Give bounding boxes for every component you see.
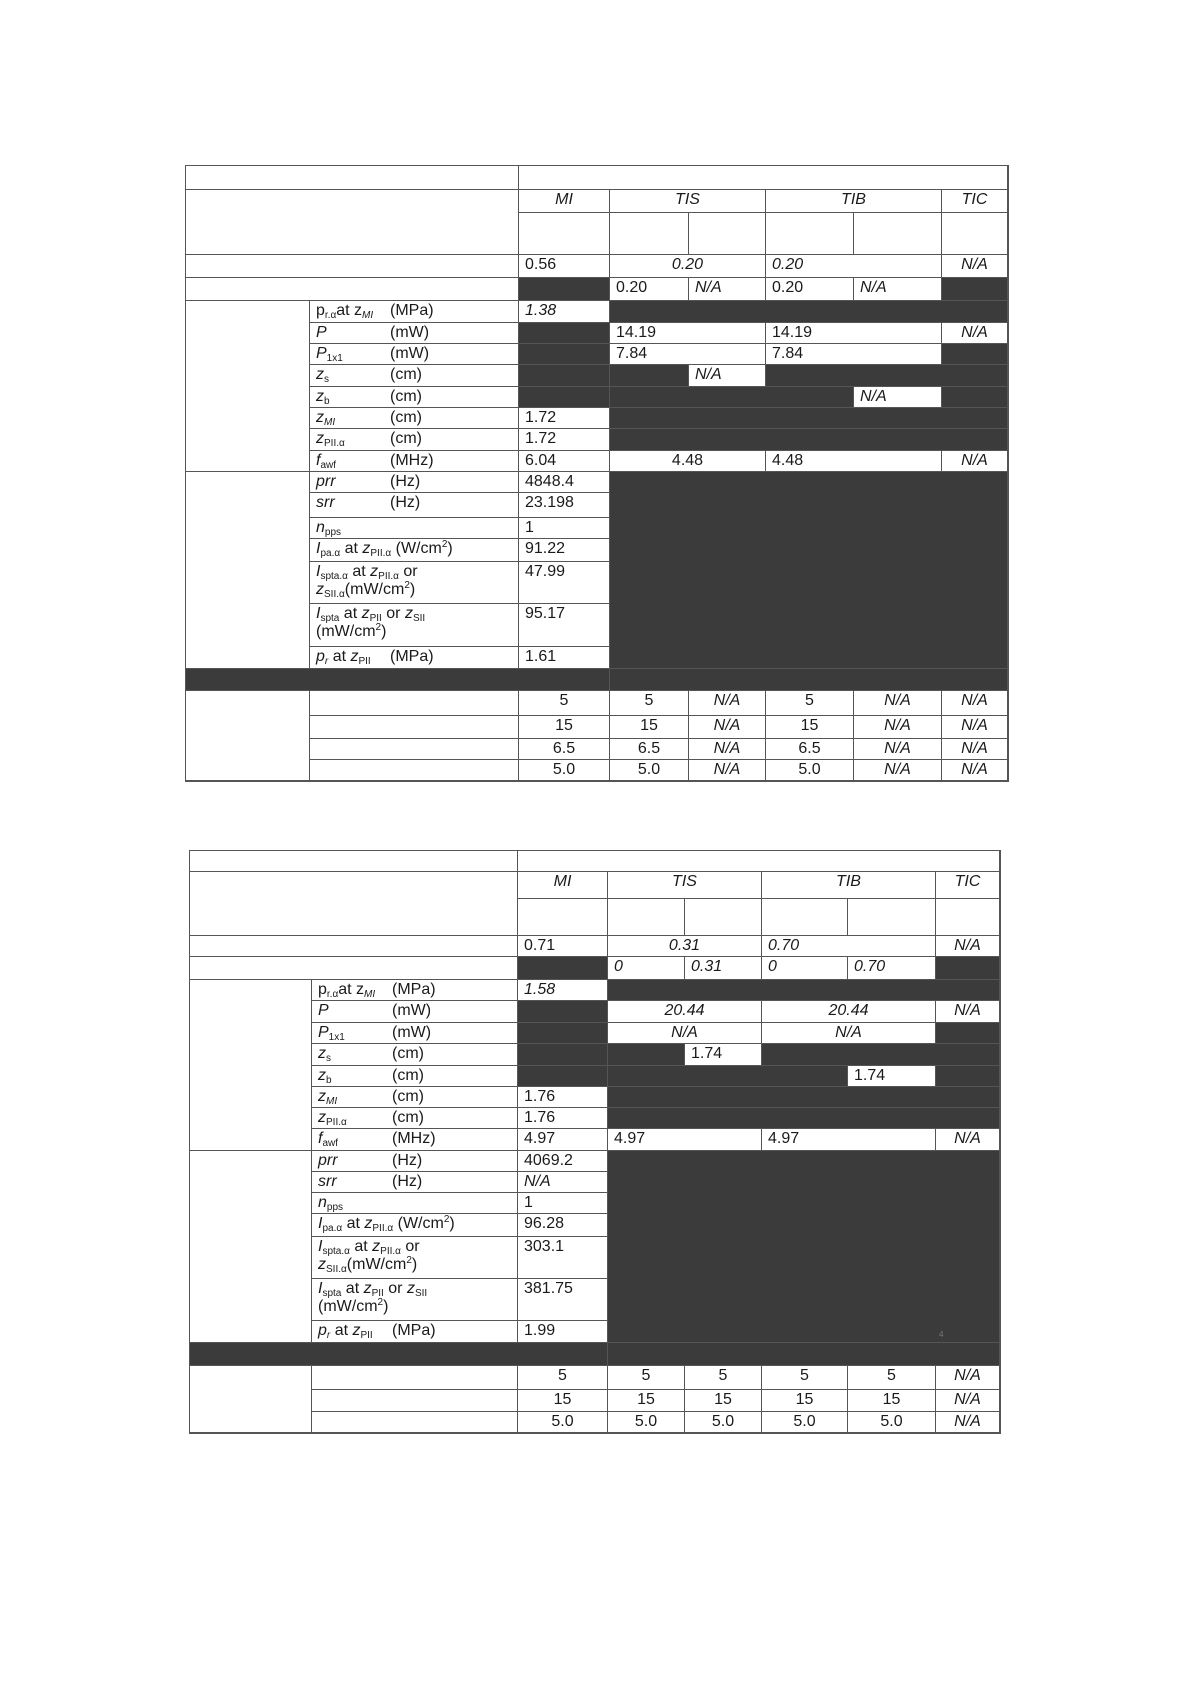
fawf-mi-value: 6.04 [519, 451, 610, 472]
component-tib-1: 0 [762, 957, 848, 980]
component-mi [518, 957, 608, 980]
fawf-tis-value: 4.97 [608, 1129, 762, 1151]
p1x1-tib-value: 7.84 [766, 344, 942, 365]
other-info-label: $I_{spta.\alpha}$ at $z_{PII.\alpha}$ or $z_{SII.\alpha}(mW/cm^2)$ [312, 1237, 518, 1279]
subheader-tib-1 [762, 899, 848, 936]
na-shaded [519, 344, 610, 365]
header-index-label [518, 851, 1000, 872]
subheader-mi [519, 213, 610, 255]
control-value: 5.0 [519, 760, 610, 781]
control-value: 15 [608, 1390, 685, 1412]
other-info-value: 4069.2 [518, 1151, 608, 1172]
other-info-label: $I_{spta}$ at $z_{PII}$ or $z_{SII}$ $(mW/cm^2)$ [310, 604, 519, 647]
acoustic-params-group-label [190, 980, 312, 1151]
acoustic-output-table-2 [189, 850, 1001, 1434]
control-value: N/A [854, 691, 942, 716]
other-info-label: prr (Hz) [310, 472, 519, 493]
fawf-tib-value: 4.48 [766, 451, 942, 472]
index-tic-value: N/A [942, 255, 1008, 278]
pr-alpha-mi-value: 1.38 [519, 301, 610, 323]
control-label [312, 1390, 518, 1412]
other-info-value: 1 [518, 1193, 608, 1214]
control-value: 5 [610, 691, 689, 716]
control-value: 5.0 [685, 1412, 762, 1433]
control-value: 15 [848, 1390, 936, 1412]
na-shaded [610, 408, 1008, 429]
param-label: $z_{PII.\alpha}$ (cm) [310, 429, 519, 451]
param-label: P (mW) [310, 323, 519, 344]
control-value: 5 [848, 1366, 936, 1390]
control-value: 5.0 [848, 1412, 936, 1433]
other-info-label: $I_{pa.\alpha}$ at $z_{PII.\alpha}$ $(W/cm^2)$ [312, 1214, 518, 1237]
component-tib-2: N/A [854, 278, 942, 301]
zpii-alpha-value: 1.72 [519, 429, 610, 451]
control-value: 5 [518, 1366, 608, 1390]
control-value: N/A [936, 1390, 1000, 1412]
other-info-value: 23.198 [519, 493, 610, 518]
other-info-value: 1.99 [518, 1321, 608, 1343]
subheader-tis-1 [608, 899, 685, 936]
param-label: $z_{PII.\alpha}$ (cm) [312, 1108, 518, 1129]
header-tic: TIC [942, 190, 1008, 213]
na-shaded [519, 365, 610, 387]
control-value: 5 [762, 1366, 848, 1390]
operating-controls-group-label [190, 1366, 312, 1433]
index-tis-value: 0.31 [608, 936, 762, 957]
other-info-group-label [186, 472, 310, 669]
param-label: $f_{awf}$ (MHz) [310, 451, 519, 472]
index-tib-value: 0.20 [766, 255, 942, 278]
subheader-tis-2 [685, 899, 762, 936]
other-info-label: srr (Hz) [312, 1172, 518, 1193]
header-label-blank [186, 190, 519, 255]
na-shaded [936, 1066, 1000, 1087]
control-value: N/A [942, 691, 1008, 716]
component-mi [519, 278, 610, 301]
control-value: 5 [519, 691, 610, 716]
zmi-value: 1.76 [518, 1087, 608, 1108]
control-value: N/A [854, 760, 942, 781]
zmi-value: 1.72 [519, 408, 610, 429]
na-shaded [610, 387, 854, 408]
control-value: 15 [518, 1390, 608, 1412]
control-value: N/A [854, 716, 942, 739]
component-tis-2: N/A [689, 278, 766, 301]
control-value: 5.0 [518, 1412, 608, 1433]
param-label: $p_{r.\alpha}at$ $z_{MI}$ (MPa) [312, 980, 518, 1001]
control-label [310, 716, 519, 739]
param-label: P (mW) [312, 1001, 518, 1023]
control-value: N/A [936, 1366, 1000, 1390]
na-shaded [766, 365, 1008, 387]
power-tib-value: 20.44 [762, 1001, 936, 1023]
header-tis: TIS [608, 872, 762, 899]
control-label [310, 691, 519, 716]
na-shaded [519, 323, 610, 344]
control-label [310, 739, 519, 760]
header-tic: TIC [936, 872, 1000, 899]
header-label-blank [190, 872, 518, 936]
fawf-tib-value: 4.97 [762, 1129, 936, 1151]
fawf-tis-value: 4.48 [610, 451, 766, 472]
control-value: N/A [854, 739, 942, 760]
param-label: $z_{MI}$ (cm) [312, 1087, 518, 1108]
operating-controls-group-label [186, 691, 310, 781]
na-shaded [762, 1044, 1000, 1066]
other-info-value: 96.28 [518, 1214, 608, 1237]
zpii-alpha-value: 1.76 [518, 1108, 608, 1129]
other-info-value: 1 [519, 518, 610, 539]
page-mark: 4 [939, 1330, 944, 1339]
fawf-mi-value: 4.97 [518, 1129, 608, 1151]
na-shaded [608, 1066, 848, 1087]
subheader-tis-1 [610, 213, 689, 255]
index-mi-value: 0.71 [518, 936, 608, 957]
zb-tib-value: 1.74 [848, 1066, 936, 1087]
na-shaded [518, 1044, 608, 1066]
na-shaded [610, 365, 689, 387]
control-value: 15 [766, 716, 854, 739]
operating-controls-header [190, 1343, 608, 1366]
control-value: 6.5 [610, 739, 689, 760]
control-value: 5.0 [762, 1412, 848, 1433]
component-tis-1: 0.20 [610, 278, 689, 301]
na-shaded [608, 1151, 1000, 1343]
other-info-label: $p_r$ at $z_{PII}$ (MPa) [312, 1321, 518, 1343]
na-shaded [610, 429, 1008, 451]
zs-tis-value: 1.74 [685, 1044, 762, 1066]
control-label [312, 1412, 518, 1433]
control-value: 5 [608, 1366, 685, 1390]
control-value: N/A [689, 739, 766, 760]
control-value: 15 [519, 716, 610, 739]
header-blank [186, 166, 519, 190]
na-shaded [518, 1023, 608, 1044]
p1x1-tis-value: N/A [608, 1023, 762, 1044]
na-shaded [608, 980, 1000, 1001]
na-shaded [610, 472, 1008, 669]
param-label: $z_b$ (cm) [312, 1066, 518, 1087]
component-tib-2: 0.70 [848, 957, 936, 980]
p1x1-tis-value: 7.84 [610, 344, 766, 365]
other-info-value: 381.75 [518, 1279, 608, 1321]
control-value: N/A [942, 716, 1008, 739]
na-shaded [936, 1023, 1000, 1044]
other-info-label: srr (Hz) [310, 493, 519, 518]
other-info-label: $I_{spta}$ at $z_{PII}$ or $z_{SII}$ $(mW/cm^2)$ [312, 1279, 518, 1321]
header-tis: TIS [610, 190, 766, 213]
control-value: 5.0 [766, 760, 854, 781]
param-label: $P_{1x1}$ (mW) [312, 1023, 518, 1044]
operating-controls-header-shade [610, 669, 1008, 691]
component-tis-1: 0 [608, 957, 685, 980]
operating-controls-header-shade [608, 1343, 1000, 1366]
control-label [312, 1366, 518, 1390]
other-info-group-label [190, 1151, 312, 1343]
control-value: N/A [936, 1412, 1000, 1433]
index-mi-value: 0.56 [519, 255, 610, 278]
index-tis-value: 0.20 [610, 255, 766, 278]
control-value: N/A [942, 739, 1008, 760]
na-shaded [608, 1108, 1000, 1129]
zs-tis-value: N/A [689, 365, 766, 387]
control-value: 15 [685, 1390, 762, 1412]
index-row-label [186, 255, 519, 278]
control-value: N/A [689, 691, 766, 716]
other-info-label: $I_{spta.\alpha}$ at $z_{PII.\alpha}$ or $z_{SII.\alpha}(mW/cm^2)$ [310, 562, 519, 604]
index-tic-value: N/A [936, 936, 1000, 957]
subheader-tib-2 [854, 213, 942, 255]
power-tis-value: 14.19 [610, 323, 766, 344]
pr-alpha-mi-value: 1.58 [518, 980, 608, 1001]
p1x1-tib-value: N/A [762, 1023, 936, 1044]
component-tic [936, 957, 1000, 980]
power-tib-value: 14.19 [766, 323, 942, 344]
fawf-tic-value: N/A [936, 1129, 1000, 1151]
other-info-value: 1.61 [519, 647, 610, 669]
control-value: 15 [762, 1390, 848, 1412]
other-info-value: 303.1 [518, 1237, 608, 1279]
power-tis-value: 20.44 [608, 1001, 762, 1023]
control-value: 5 [766, 691, 854, 716]
header-blank [190, 851, 518, 872]
acoustic-output-table-1 [185, 165, 1009, 782]
component-tis-2: 0.31 [685, 957, 762, 980]
na-shaded [519, 387, 610, 408]
control-value: 6.5 [519, 739, 610, 760]
other-info-label: $n_{pps}$ [310, 518, 519, 539]
na-shaded [518, 1066, 608, 1087]
param-label: $z_s$ (cm) [312, 1044, 518, 1066]
other-info-value: 47.99 [519, 562, 610, 604]
control-value: 5.0 [610, 760, 689, 781]
subheader-tic [936, 899, 1000, 936]
fawf-tic-value: N/A [942, 451, 1008, 472]
subheader-tib-2 [848, 899, 936, 936]
other-info-label: prr (Hz) [312, 1151, 518, 1172]
param-label: $z_b$ (cm) [310, 387, 519, 408]
header-mi: MI [519, 190, 610, 213]
subheader-mi [518, 899, 608, 936]
other-info-value: 91.22 [519, 539, 610, 562]
param-label: $f_{awf}$ (MHz) [312, 1129, 518, 1151]
header-mi: MI [518, 872, 608, 899]
power-tic-value: N/A [936, 1001, 1000, 1023]
other-info-label: $p_r$ at $z_{PII}$ (MPa) [310, 647, 519, 669]
param-label: $p_{r.\alpha}at$ $z_{MI}$ (MPa) [310, 301, 519, 323]
na-shaded [942, 387, 1008, 408]
component-tib-1: 0.20 [766, 278, 854, 301]
param-label: $z_{MI}$ (cm) [310, 408, 519, 429]
na-shaded [942, 344, 1008, 365]
subheader-tis-2 [689, 213, 766, 255]
na-shaded [518, 1001, 608, 1023]
component-tic [942, 278, 1008, 301]
other-info-value: 4848.4 [519, 472, 610, 493]
operating-controls-header [186, 669, 610, 691]
power-tic-value: N/A [942, 323, 1008, 344]
index-tib-value: 0.70 [762, 936, 936, 957]
control-value: N/A [689, 760, 766, 781]
zb-tib-value: N/A [854, 387, 942, 408]
subheader-tib-1 [766, 213, 854, 255]
subheader-tic [942, 213, 1008, 255]
na-shaded [608, 1044, 685, 1066]
control-value: N/A [689, 716, 766, 739]
component-row-label [186, 278, 519, 301]
control-value: 5 [685, 1366, 762, 1390]
other-info-value: 95.17 [519, 604, 610, 647]
control-value: 6.5 [766, 739, 854, 760]
acoustic-params-group-label [186, 301, 310, 472]
param-label: $z_s$ (cm) [310, 365, 519, 387]
index-row-label [190, 936, 518, 957]
component-row-label [190, 957, 518, 980]
control-value: 5.0 [608, 1412, 685, 1433]
header-tib: TIB [762, 872, 936, 899]
na-shaded [608, 1087, 1000, 1108]
other-info-value: N/A [518, 1172, 608, 1193]
control-value: N/A [942, 760, 1008, 781]
other-info-label: $n_{pps}$ [312, 1193, 518, 1214]
control-label [310, 760, 519, 781]
control-value: 15 [610, 716, 689, 739]
param-label: $P_{1x1}$ (mW) [310, 344, 519, 365]
header-index-label [519, 166, 1008, 190]
na-shaded [610, 301, 1008, 323]
other-info-label: $I_{pa.\alpha}$ at $z_{PII.\alpha}$ $(W/cm^2)$ [310, 539, 519, 562]
header-tib: TIB [766, 190, 942, 213]
